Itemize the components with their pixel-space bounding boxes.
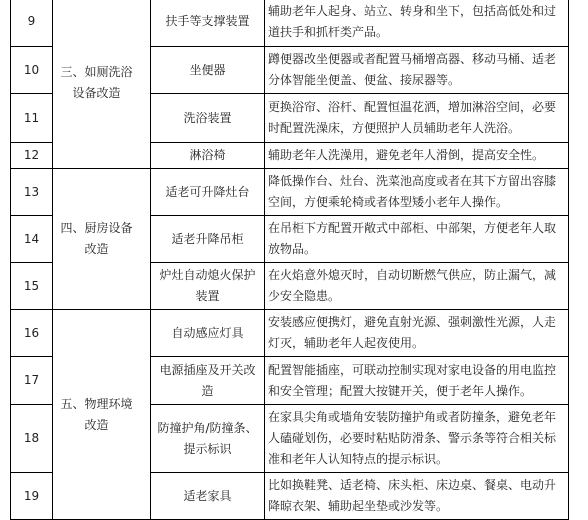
item-description: 蹲便器改坐便器或者配置马桶增高器、移动马桶、适老分体智能坐便盖、便盆、接尿器等。 [265,47,569,94]
item-description: 更换浴帘、浴杆、配置恒温花洒，增加淋浴空间，必要时配置洗澡床，方便照护人员辅助老年人洗浴。 [265,94,569,143]
item-name: 淋浴椅 [151,143,265,169]
item-description: 安装感应便携灯，避免直射光源、强刺激性光源，人走灯灭，辅助老年人起夜使用。 [265,310,569,357]
item-description: 在吊柜下方配置开敞式中部柜、中部架，方便老年人取放物品。 [265,216,569,263]
item-name: 坐便器 [151,47,265,94]
item-name: 扶手等支撑装置 [151,0,265,47]
item-description: 降低操作台、灶台、洗菜池高度或者在其下方留出容膝空间，方便乘轮椅或者体型矮小老年人操作。 [265,169,569,216]
item-description: 配置智能插座，可联动控制实现对家电设备的用电监控和安全管理；配置大按键开关，便于老年人操作。 [265,357,569,405]
item-name: 适老家具 [151,473,265,520]
renovation-items-table [10,0,569,520]
row-number: 18 [11,405,53,473]
row-number: 12 [11,143,53,169]
table-row [11,169,569,216]
category-kitchen: 四、厨房设备改造 [53,169,151,310]
item-name: 电源插座及开关改造 [151,357,265,405]
row-number: 16 [11,310,53,357]
item-name: 防撞护角/防撞条、提示标识 [151,405,265,473]
item-description: 辅助老年人起身、站立、转身和坐下，包括高低处和过道扶手和抓杆类产品。 [265,0,569,47]
row-number: 15 [11,263,53,310]
item-description: 辅助老年人洗澡用，避免老年人滑倒，提高安全性。 [265,143,569,169]
item-description: 比如换鞋凳、适老椅、床头柜、床边桌、餐桌、电动升降晾衣架、辅助起坐垫或沙发等。 [265,473,569,520]
table-row [11,310,569,357]
item-name: 洗浴装置 [151,94,265,143]
category-environment: 五、物理环境改造 [53,310,151,520]
category-bathroom: 三、如厕洗浴设备改造 [53,0,151,169]
row-number: 10 [11,47,53,94]
row-number: 19 [11,473,53,520]
row-number: 13 [11,169,53,216]
item-description: 在火焰意外熄灭时，自动切断燃气供应，防止漏气，减少安全隐患。 [265,263,569,310]
row-number: 14 [11,216,53,263]
item-name: 适老升降吊柜 [151,216,265,263]
row-number: 11 [11,94,53,143]
item-name: 炉灶自动熄火保护装置 [151,263,265,310]
item-name: 适老可升降灶台 [151,169,265,216]
item-name: 自动感应灯具 [151,310,265,357]
table-row [11,0,569,47]
row-number: 17 [11,357,53,405]
row-number: 9 [11,0,53,47]
item-description: 在家具尖角或墙角安装防撞护角或者防撞条，避免老年人磕碰划伤，必要时粘贴防滑条、警示条等符合相关标准和老年人认知特点的提示标识。 [265,405,569,473]
